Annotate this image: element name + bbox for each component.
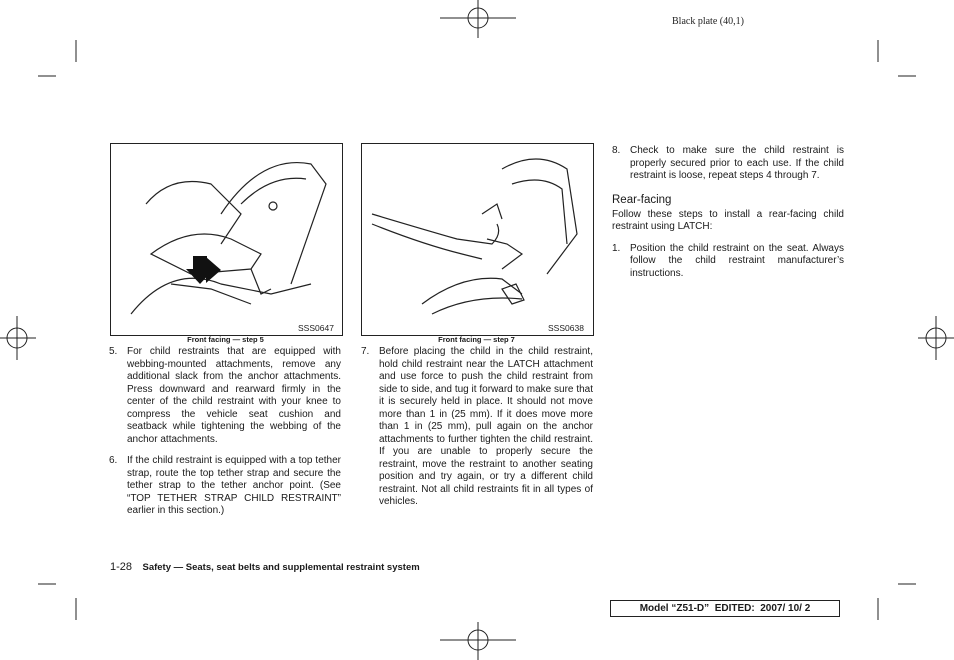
model-edited-label: Model “Z51-D” EDITED: 2007/ 10/ 2 [610, 600, 840, 617]
figure-front-facing-step7 [361, 143, 594, 336]
step-number: 5. [109, 346, 118, 357]
registration-mark-bottom [440, 622, 516, 660]
registration-mark-right [918, 316, 954, 360]
page-footer [110, 557, 420, 575]
middle-column [361, 346, 593, 509]
figure-caption: Front facing — step 5 [187, 335, 264, 344]
step-number: 6. [109, 455, 118, 466]
step-text: Before placing the child in the child restraint, hold child restraint near the LATCH attachment and use force to push the child restraint from side to side, and tug it forward to make sure that it is securely held in place. It should not move more than 1 in (25 mm). If it does move more than 1 in (25 mm), pull again on the anchor attachments to further tighten the child restraint. If you are unable to properly secure the restraint, move the restraint to another seating position and try again, or try a different child restraint. Not all child restraints fit in all types of vehicles. [379, 346, 593, 507]
list-item-step1 [612, 243, 844, 281]
child-seat-illustration-step5 [111, 144, 342, 335]
step-number: 7. [361, 346, 370, 357]
step-text: Check to make sure the child restraint is properly secured prior to each use. If the child restraint is loose, repeat steps 4 through 7. [630, 145, 844, 181]
figure-front-facing-step5 [110, 143, 343, 336]
list-item-step7 [361, 346, 593, 509]
step-text: For child restraints that are equipped with webbing-mounted attachments, remove any additional slack from the anchor attachments. Press downward and rearward firmly in the center of the child restraint with your knee to compress the vehicle seat cushion and seatback while tightening the webbing of the anchor attachments. [127, 346, 341, 445]
section-title: Safety — Seats, seat belts and supplemental restraint system [142, 562, 420, 573]
step-text: Position the child restraint on the seat. Always follow the child restraint manufacturer’s instructions. [630, 242, 844, 279]
step-number: 1. [612, 242, 621, 254]
figure-code: SSS0647 [298, 323, 334, 333]
child-seat-illustration-step7 [362, 144, 593, 335]
figure-caption: Front facing — step 7 [438, 335, 515, 344]
section-heading-rear-facing: Rear-facing [612, 193, 672, 206]
list-item-step6 [109, 455, 341, 518]
right-column [612, 145, 844, 280]
page-number: 1-28 [110, 561, 133, 573]
step-text: If the child restraint is equipped with a top tether strap, route the top tether strap and secure the tether strap to the tether anchor point. (See “TOP TETHER STRAP CHILD RESTRAINT” earlier in this section.) [127, 455, 341, 516]
list-item-step5 [109, 346, 341, 446]
step-number: 8. [612, 145, 621, 156]
intro-paragraph: Follow these steps to install a rear-facing child restraint using LATCH: [612, 208, 844, 232]
list-item-step8 [612, 145, 844, 183]
left-column [109, 346, 341, 518]
registration-mark-left [0, 316, 36, 360]
arrow-icons [186, 256, 221, 284]
plate-label: Black plate (40,1) [672, 16, 744, 27]
figure-code: SSS0638 [548, 323, 584, 333]
registration-mark-top [440, 0, 516, 38]
